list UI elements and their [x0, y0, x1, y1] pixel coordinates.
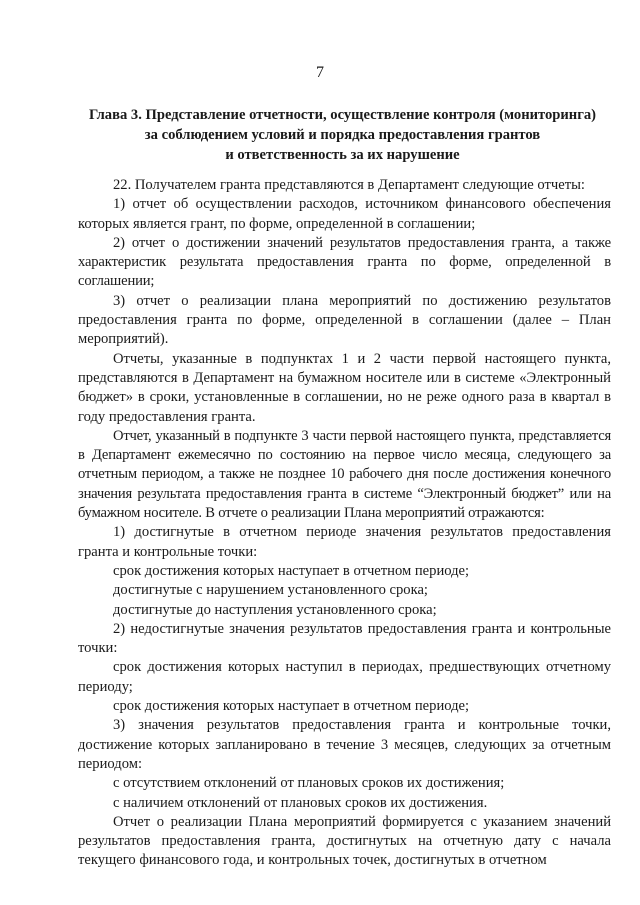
paragraph-reports-1-2: Отчеты, указанные в подпунктах 1 и 2 части первой настоящего пункта, представляются в Департамент на бумажном носителе или в системе «Электронный бюджет» в сроки, установленные в соглашении, но не реже одного раза в квартал в году предоставления гранта.	[78, 350, 611, 425]
heading-line-2: за соблюдением условий и порядка предоставления грантов	[144, 127, 541, 143]
body-text	[78, 176, 611, 871]
page-number: 7	[316, 64, 324, 81]
subitem-3: 3) значения результатов предоставления гранта и контрольные точки, достижение которых запланировано в течение 3 месяцев, следующих за отчетным периодом:	[78, 717, 611, 772]
list-item-1: 1) отчет об осуществлении расходов, источником финансового обеспечения которых является грант, по форме, определенной в соглашении;	[78, 196, 611, 232]
heading-line-3: и ответственность за их нарушение	[225, 147, 460, 163]
subitem-1-c: достигнутые до наступления установленного срока;	[113, 601, 437, 618]
subitem-1-b: достигнутые с нарушением установленного срока;	[113, 582, 428, 599]
chapter-heading	[70, 105, 615, 165]
subitem-3-b: с наличием отклонений от плановых сроков их достижения.	[113, 794, 488, 811]
list-item-2: 2) отчет о достижении значений результатов предоставления гранта, а также характеристик результата предоставления гранта по форме, определенной в соглашении;	[78, 234, 611, 290]
subitem-1-a: срок достижения которых наступает в отчетном периоде;	[113, 562, 470, 579]
subitem-1: 1) достигнутые в отчетном периоде значения результатов предоставления гранта и контрольные точки:	[78, 524, 611, 560]
list-item-3: 3) отчет о реализации плана мероприятий по достижению результатов предоставления гранта по форме, определенной в соглашении (далее – План мероприятий).	[78, 292, 611, 348]
paragraph-plan-report: Отчет о реализации Плана мероприятий формируется с указанием значений результатов предоставления гранта, достигнутых на отчетную дату с начала текущего финансового года, и контрольных точек, достигнутых в отчетном	[78, 813, 611, 869]
subitem-2-b: срок достижения которых наступает в отчетном периоде;	[113, 698, 470, 715]
subitem-3-a: с отсутствием отклонений от плановых сроков их достижения;	[113, 775, 505, 792]
paragraph-report-3: Отчет, указанный в подпункте 3 части первой настоящего пункта, представляется в Департамент ежемесячно по состоянию на первое число месяца, следующего за отчетным периодом, а также не позднее 10 рабочего дня после достижения конечного значения результата предоставления гранта в системе “Электронный бюджет” или на бумажном носителе. В отчете о реализации Плана мероприятий отражаются:	[78, 427, 611, 522]
subitem-2: 2) недостигнутые значения результатов предоставления гранта и контрольные точки:	[78, 620, 611, 657]
paragraph-22-intro: 22. Получателем гранта представляются в Департамент следующие отчеты:	[113, 177, 585, 193]
heading-line-1: Глава 3. Представление отчетности, осуществление контроля (мониторинга)	[88, 107, 597, 123]
subitem-2-a: срок достижения которых наступил в периодах, предшествующих отчетному периоду;	[78, 659, 611, 695]
